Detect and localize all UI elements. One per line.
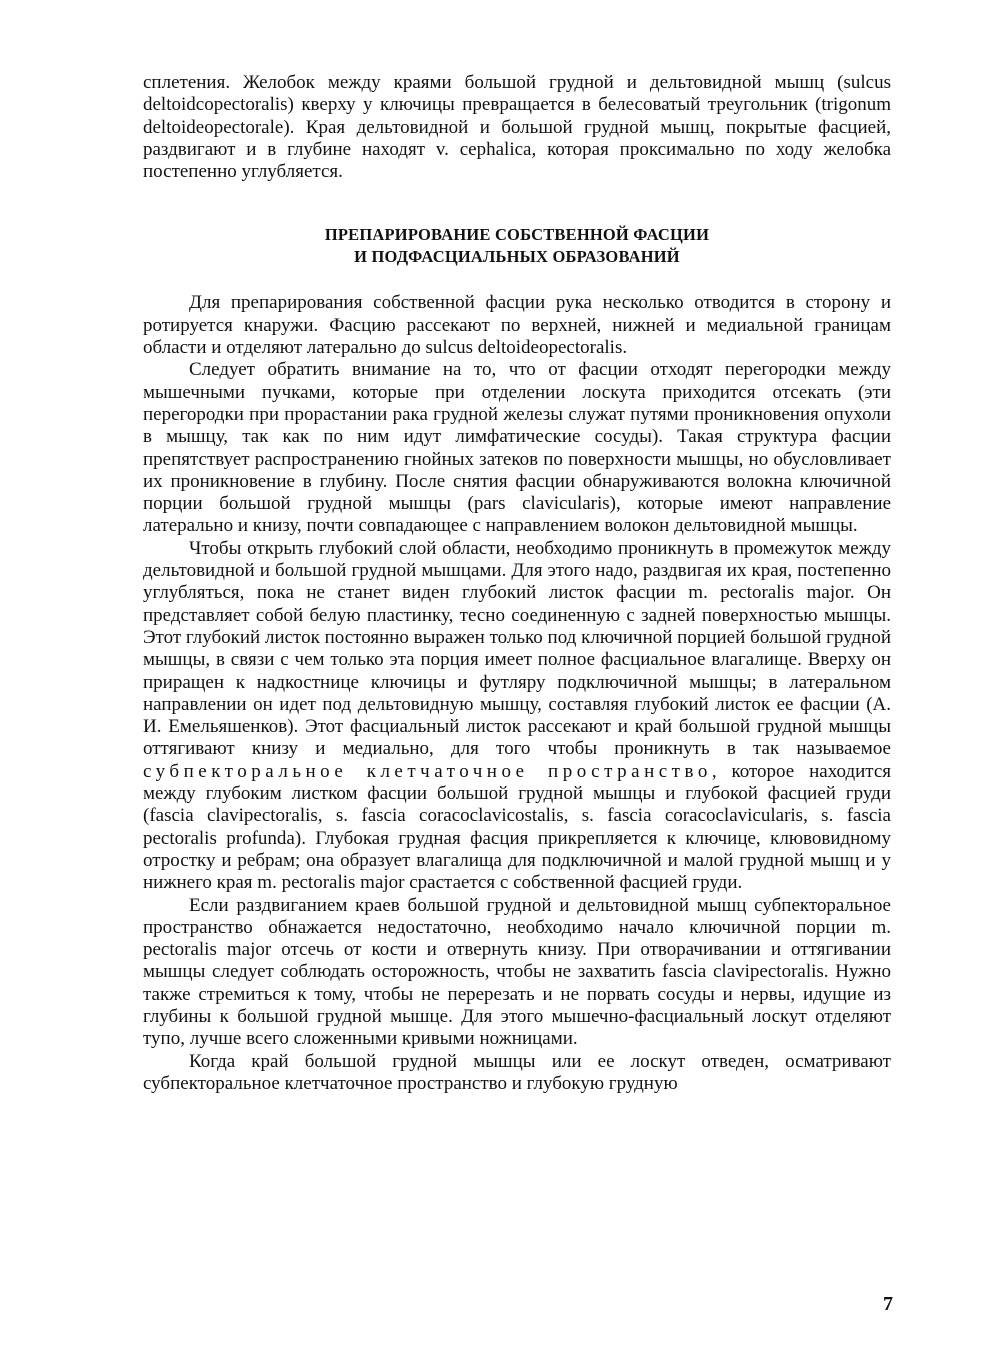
paragraph-4: Если раздвиганием краев большой грудной и дельтовидной мышц субпекторальное пространство обнажается недостаточно, необходимо начало ключичной порции m. pectoralis major отсечь от кости и отвернуть книзу. При отворачивании и оттягивании мышцы следует соблюдать осторожность, чтобы не захватить fascia clavipectoralis. Нужно также стремиться к тому, чтобы не перерезать и не порвать сосуды и нервы, идущие из глубины к большой грудной мышце. Для этого мышечно-фасциальный лоскут отделяют тупо, лучше всего сложенными кривыми ножницами. bbox=[143, 894, 891, 1050]
page-number: 7 bbox=[883, 1293, 893, 1315]
paragraph-3-spaced-term: субпекторальное клетчаточное пространство bbox=[143, 760, 712, 782]
section-heading bbox=[143, 224, 891, 268]
section-heading-line-1: ПРЕПАРИРОВАНИЕ СОБСТВЕННОЙ ФАСЦИИ bbox=[324, 225, 710, 245]
page-body bbox=[143, 72, 891, 1095]
paragraph-1: Для препарирования собственной фасции рука несколько отводится в сторону и ротируется кнаружи. Фасцию рассекают по верхней, нижней и медиальной границам области и отделяют латерально до sulcus deltoideopectoralis. bbox=[143, 292, 891, 359]
paragraph-3-text-a: Чтобы открыть глубокий слой области, необходимо проникнуть в промежуток между дельтовидной и большой грудной мышцами. Для этого надо, раздвигая их края, постепенно углубляться, пока не станет виден глубокий листок фасции m. pectoralis major. Он представляет собой белую пластинку, тесно соединенную с задней поверхностью мышцы. Этот глубокий листок постоянно выражен только под ключичной порцией большой грудной мышцы, в связи с чем только эта порция имеет полное фасциальное влагалище. Вверху он приращен к надкостнице ключицы и футляру подключичной мышцы; в латеральном направлении он идет под дельтовидную мышцу, составляя глубокий листок ее фасции (А. И. Емельяшенков). Этот фасциальный листок рассекают и край большой грудной мышцы оттягивают книзу и медиально, для того чтобы проникнуть в так называемое bbox=[143, 537, 891, 760]
paragraph-continuation: сплетения. Желобок между краями большой грудной и дельтовидной мышц (sulcus deltoidcopectoralis) кверху у ключицы превращается в белесоватый треугольник (trigonum deltoideopectorale). Края дельтовидной и большой грудной мышц, покрытые фасцией, раздвигают и в глубине находят v. cephalica, которая проксимально по ходу желобка постепенно углубляется. bbox=[143, 72, 891, 183]
paragraph-3 bbox=[143, 538, 891, 895]
paragraph-5: Когда край большой грудной мышцы или ее лоскут отведен, осматривают субпекторальное клетчаточное пространство и глубокую грудную bbox=[143, 1050, 891, 1094]
section-heading-line-2: И ПОДФАСЦИАЛЬНЫХ ОБРАЗОВАНИЙ bbox=[354, 247, 680, 267]
paragraph-3-text-b: , которое находится между глубоким листком фасции большой грудной мышцы и глубокой фасцией груди (fascia clavipectoralis, s. fascia coracoclavicostalis, s. fascia coracoclavicularis, s. fascia pectoralis profunda). Глубокая грудная фасция прикрепляется к ключице, клювовидному отростку и ребрам; она образует влагалища для подключичной и малой грудной мышц и у нижнего края m. pectoralis major срастается с собственной фасцией груди. bbox=[143, 760, 892, 894]
paragraph-2: Следует обратить внимание на то, что от фасции отходят перегородки между мышечными пучками, которые при отделении лоскута приходится отсекать (эти перегородки при прорастании рака грудной железы служат путями проникновения опухоли в мышцу, так как по ним идут лимфатические сосуды). Такая структура фасции препятствует распространению гнойных затеков по поверхности мышцы, но обусловливает их проникновение в глубину. После снятия фасции обнаруживаются волокна ключичной порции большой грудной мышцы (pars clavicularis), которые имеют направление латерально и книзу, почти совпадающее с направлением волокон дельтовидной мышцы. bbox=[143, 359, 891, 537]
